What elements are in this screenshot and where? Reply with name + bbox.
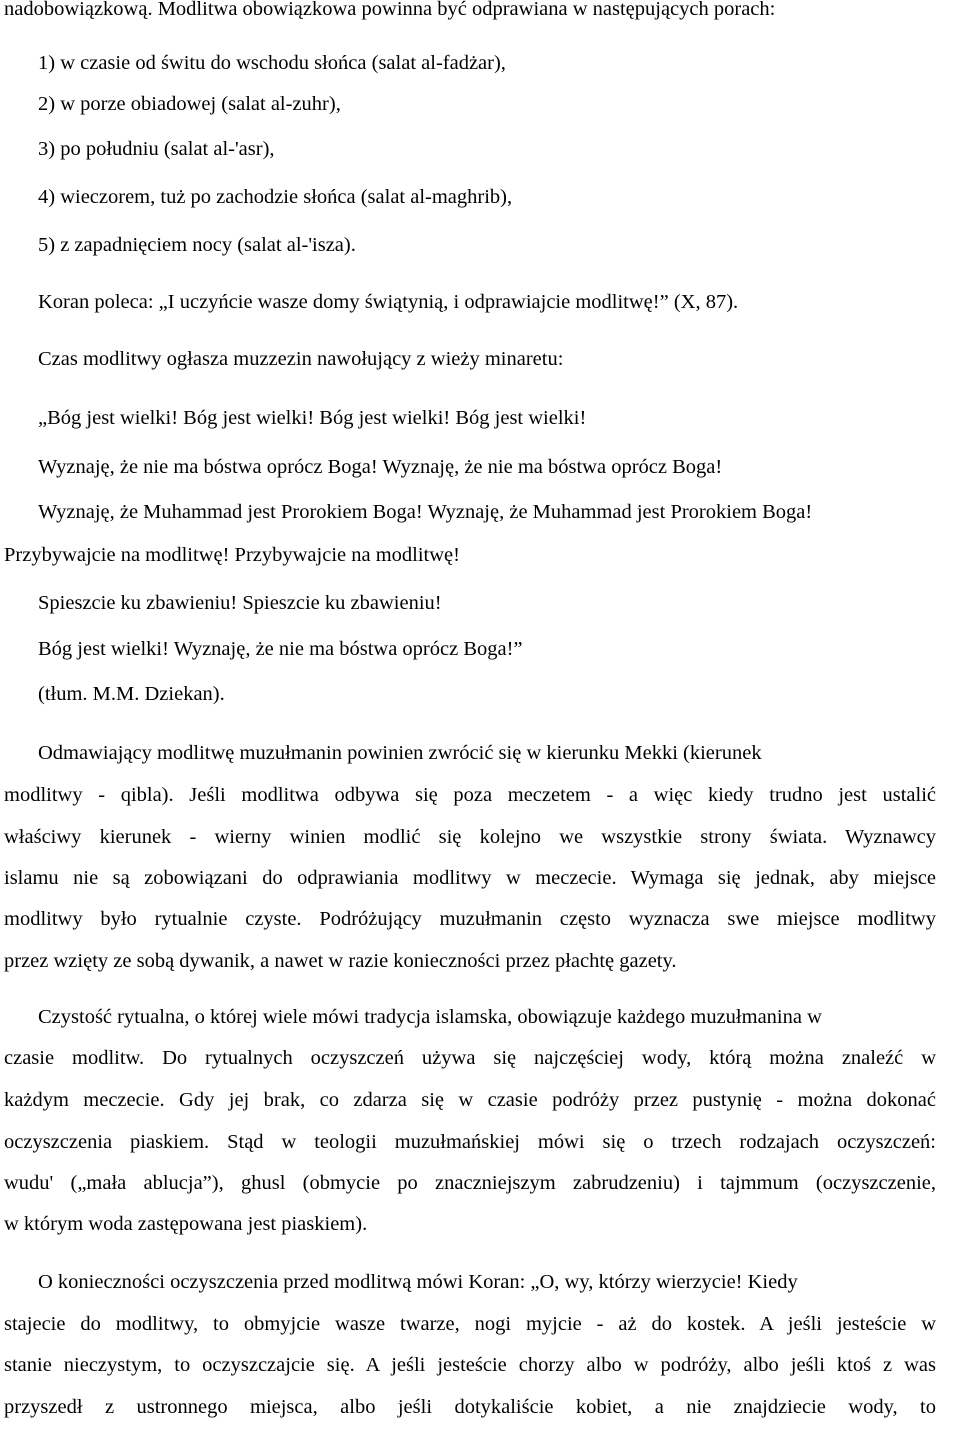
adhan-line: Wyznaję, że Muhammad jest Prorokiem Boga! Wyznaję, że Muhammad jest Prorokiem Boga! — [38, 501, 813, 523]
paragraph-line: stanie nieczystym, to oczyszczajcie się. A jeśli jesteście chorzy albo w podróży, albo jeśli ktoś z was — [4, 1354, 936, 1376]
paragraph-line: każdym meczecie. Gdy jej brak, co zdarza się w czasie podróży przez pustynię - można dokonać — [4, 1089, 936, 1111]
paragraph-line: czasie modlitw. Do rytualnych oczyszczeń używa się najczęściej wody, którą można znaleźć w — [4, 1047, 936, 1069]
adhan-line: „Bóg jest wielki! Bóg jest wielki! Bóg jest wielki! Bóg jest wielki! — [38, 407, 587, 429]
paragraph-line: O konieczności oczyszczenia przed modlitwą mówi Koran: „O, wy, którzy wierzycie! Kiedy — [38, 1271, 798, 1293]
intro-line: nadobowiązkową. Modlitwa obowiązkowa powinna być odprawiana w następujących porach: — [4, 0, 776, 20]
paragraph-line: stajecie do modlitwy, to obmyjcie wasze twarze, nogi myjcie - aż do kostek. A jeśli jesteście w — [4, 1313, 936, 1335]
paragraph-line: modlitwy - qibla). Jeśli modlitwa odbywa się poza meczetem - a więc kiedy trudno jest ustalić — [4, 784, 936, 806]
paragraph-line: modlitwy było rytualnie czyste. Podróżujący muzułmanin często wyznacza swe miejsce modlitwy — [4, 908, 936, 930]
paragraph-line: w którym woda zastępowana jest piaskiem). — [4, 1213, 368, 1235]
prayer-time-item: 3) po południu (salat al-'asr), — [38, 138, 275, 160]
paragraph-line: właściwy kierunek - wierny winien modlić się kolejno we wszystkie strony świata. Wyznawcy — [4, 826, 936, 848]
adhan-line: Spieszcie ku zbawieniu! Spieszcie ku zbawieniu! — [38, 592, 442, 614]
paragraph-line: Odmawiający modlitwę muzułmanin powinien zwrócić się w kierunku Mekki (kierunek — [38, 742, 762, 764]
prayer-time-item: 2) w porze obiadowej (salat al-zuhr), — [38, 93, 341, 115]
paragraph-line: przez wzięty ze sobą dywanik, a nawet w razie konieczności przez płachtę gazety. — [4, 950, 677, 972]
prayer-time-item: 4) wieczorem, tuż po zachodzie słońca (salat al-maghrib), — [38, 186, 513, 208]
paragraph-line: wudu' („mała ablucja”), ghusl (obmycie po znaczniejszym zabrudzeniu) i tajmmum (oczyszczenie, — [4, 1172, 936, 1194]
adhan-intro: Czas modlitwy ogłasza muzzezin nawołujący z wieży minaretu: — [38, 348, 564, 370]
paragraph-line: Czystość rytualna, o której wiele mówi tradycja islamska, obowiązuje każdego muzułmanina w — [38, 1006, 822, 1028]
adhan-line: Wyznaję, że nie ma bóstwa oprócz Boga! Wyznaję, że nie ma bóstwa oprócz Boga! — [38, 456, 723, 478]
koran-quote: Koran poleca: „I uczyńcie wasze domy świątynią, i odprawiajcie modlitwę!” (X, 87). — [38, 291, 739, 313]
prayer-time-item: 1) w czasie od świtu do wschodu słońca (salat al-fadżar), — [38, 52, 506, 74]
paragraph-line: oczyszczenia piaskiem. Stąd w teologii muzułmańskiej mówi się o trzech rodzajach oczyszczeń: — [4, 1131, 936, 1153]
adhan-line: Bóg jest wielki! Wyznaję, że nie ma bóstwa oprócz Boga!” — [38, 638, 523, 660]
prayer-time-item: 5) z zapadnięciem nocy (salat al-'isza). — [38, 234, 356, 256]
paragraph-line: przyszedł z ustronnego miejsca, albo jeśli dotykaliście kobiet, a nie znajdziecie wody, to — [4, 1396, 936, 1418]
translator-credit: (tłum. M.M. Dziekan). — [38, 683, 225, 705]
paragraph-line: islamu nie są zobowiązani do odprawiania modlitwy w meczecie. Wymaga się jednak, aby miejsce — [4, 867, 936, 889]
adhan-line: Przybywajcie na modlitwę! Przybywajcie na modlitwę! — [4, 544, 460, 566]
